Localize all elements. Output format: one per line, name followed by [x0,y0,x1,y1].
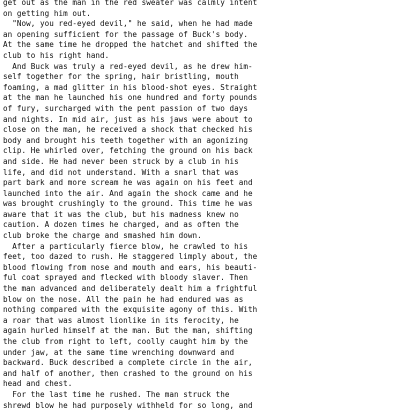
text-line: self together for the spring, hair bristling, mouth [3,72,239,82]
text-line: At the same time he dropped the hatchet and shifted the [3,40,258,50]
text-line: an opening sufficient for the passage of Buck's body. [3,29,248,39]
text-body [3,0,397,411]
text-line: head and chest. [3,379,73,389]
text-line: ful coat sprayed and flecked with bloody slaver. Then [3,273,248,283]
text-line: backward. Buck described a complete circle in the air, [3,358,253,368]
text-line: life, and did not understand. With a snarl that was [3,167,239,177]
text-line: foaming, a mad glitter in his blood-shot eyes. Straight [3,82,258,92]
text-line: the man advanced and deliberately dealt him a frightful [3,284,258,294]
text-line: blow on the nose. All the pain he had endured was as [3,294,244,304]
text-line: club to his right hand. [3,50,110,60]
text-line: And Buck was truly a red-eyed devil, as he drew him- [3,61,253,71]
text-line: clip. He whirled over, fetching the ground on his back [3,146,253,156]
text-line: on getting him out. [3,8,91,18]
text-line: "Now, you red-eyed devil," he said, when he had made [3,19,253,29]
text-line: close on the man, he received a shock that checked his [3,125,253,135]
text-line: under jaw, at the same time wrenching downward and [3,347,235,357]
text-line: and half of another, then crashed to the ground on his [3,368,253,378]
text-line: aware that it was the club, but his madness knew no [3,209,239,219]
text-line: at the man he launched his one hundred and forty pounds [3,93,258,103]
text-line: After a particularly fierce blow, he crawled to his [3,241,248,251]
text-line: the club from right to left, coolly caught him by the [3,337,248,346]
text-line: body and brought his teeth together with an agonizing [3,135,248,145]
text-line: get out as the man in the red sweater was calmly intent [3,0,258,7]
document-page [3,0,397,410]
text-line: nothing compared with the exquisite agony of this. With [3,305,258,315]
text-line: part bark and more scream he was again on his feet and [3,178,253,188]
text-line: and side. He had never been struck by a club in his [3,156,239,166]
text-line: of fury, surcharged with the pent passion of two days [3,103,248,113]
text-line: caution. A dozen times he charged, and as often the [3,220,239,230]
text-line: was brought crushingly to the ground. This time he was [3,199,253,209]
text-line: and nights. In mid air, just as his jaws were about to [3,114,253,124]
text-line: again hurled himself at the man. But the man, shifting [3,326,253,336]
text-line: launched into the air. And again the shock came and he [3,188,253,198]
text-line: club broke the charge and smashed him down. [3,231,202,241]
text-line: For the last time he rushed. The man struck the [3,389,230,399]
text-line: a roar that was almost lionlike in its ferocity, he [3,315,239,325]
text-line: shrewd blow he had purposely withheld for so long, and [3,400,253,410]
text-line: feet, too dazed to rush. He staggered limply about, the [3,252,258,262]
text-line: blood flowing from nose and mouth and ears, his beauti- [3,262,258,272]
